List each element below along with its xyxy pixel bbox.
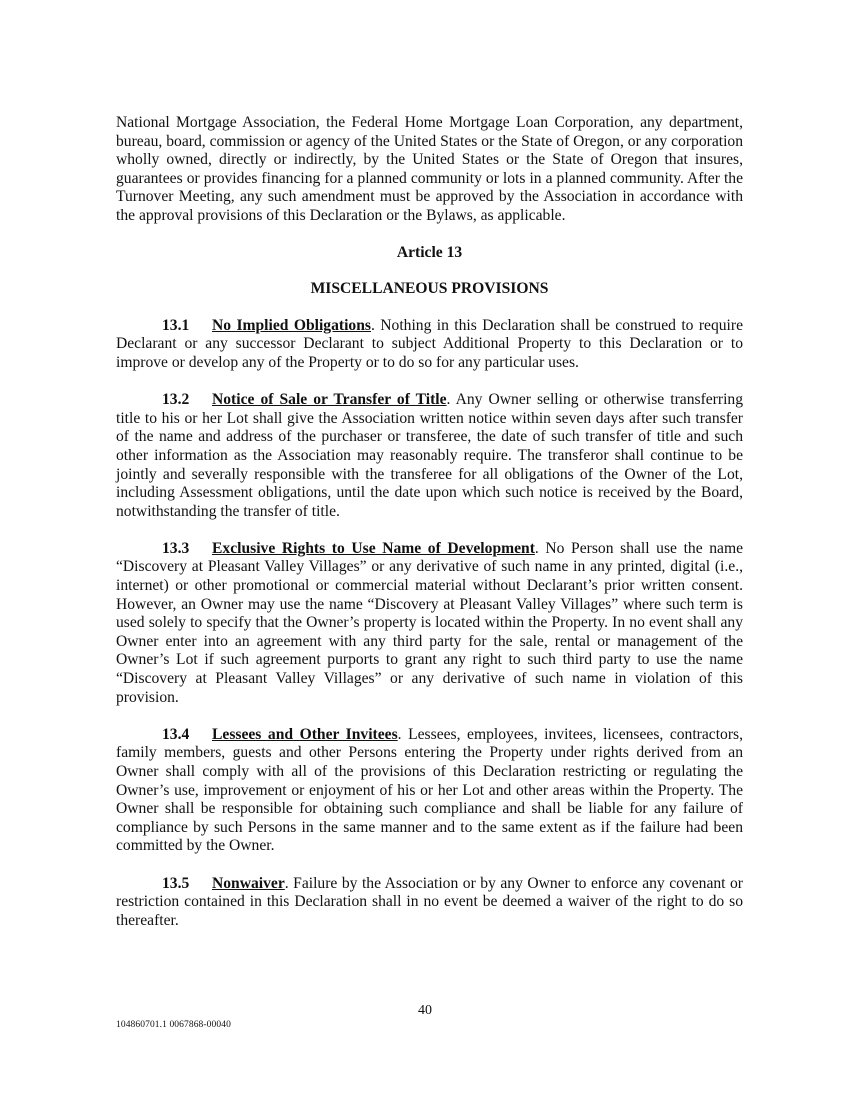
- document-id: 104860701.1 0067868-00040: [116, 1020, 231, 1030]
- section-13-3: [116, 540, 743, 707]
- section-number: 13.5: [162, 874, 190, 892]
- article-title: MISCELLANEOUS PROVISIONS: [310, 280, 549, 298]
- section-title: Lessees and Other Invitees: [212, 725, 398, 743]
- document-page: [116, 114, 743, 949]
- section-body: . Nothing in this Declaration shall be construed to require Declarant or any successor Declarant to subject Additional Property to this Declaration or to improve or develop any of the Property or to do so for any particular uses.: [116, 316, 743, 371]
- section-number: 13.2: [162, 391, 190, 409]
- section-title: No Implied Obligations: [212, 316, 371, 334]
- section-13-1: [116, 317, 743, 373]
- section-number: 13.3: [162, 539, 190, 557]
- section-body: . Any Owner selling or otherwise transferring title to his or her Lot shall give the Association written notice within seven days after such transfer of the name and address of the purchaser or transferee, the date of such transfer of title and such other information as the Association may reasonably require. The transferor shall continue to be jointly and severally responsible with the transferee for all obligations of the Owner of the Lot, including Assessment obligations, until the date upon which such notice is received by the Board, notwithstanding the transfer of title.: [116, 391, 743, 520]
- section-body: . Lessees, employees, invitees, licensees, contractors, family members, guests and other Persons entering the Property under rights derived from an Owner shall comply with all of the provisions of this Declaration restricting or regulating the Owner’s use, improvement or enjoyment of his or her Lot and other areas within the Property. The Owner shall be responsible for obtaining such compliance and shall be liable for any failure of compliance by such Persons in the same manner and to the same extent as if the failure had been committed by the Owner.: [116, 725, 743, 855]
- section-number: 13.1: [162, 316, 190, 334]
- section-body: . Failure by the Association or by any Owner to enforce any covenant or restriction contained in this Declaration shall in no event be deemed a waiver of the right to do so thereafter.: [116, 874, 743, 929]
- intro-paragraph: National Mortgage Association, the Federal Home Mortgage Loan Corporation, any department, bureau, board, commission or agency of the United States or the State of Oregon, or any corporation wholly owned, directly or indirectly, by the United States or the State of Oregon that insures, guarantees or provides financing for a planned community or lots in a planned community. After the Turnover Meeting, any such amendment must be approved by the Association in accordance with the approval provisions of this Declaration or the Bylaws, as applicable.: [116, 114, 743, 224]
- section-number: 13.4: [162, 725, 190, 743]
- section-13-5: [116, 875, 743, 931]
- section-title: Nonwaiver: [212, 874, 285, 892]
- section-13-2: [116, 391, 743, 521]
- section-13-4: [116, 726, 743, 856]
- page-number: 40: [418, 1003, 432, 1018]
- section-title: Exclusive Rights to Use Name of Development: [212, 539, 535, 557]
- article-number: Article 13: [396, 243, 463, 261]
- section-title: Notice of Sale or Transfer of Title: [212, 391, 447, 409]
- section-body: . No Person shall use the name “Discovery at Pleasant Valley Villages” or any derivative of such name in any printed, digital (i.e., internet) or other promotional or commercial material without Declarant’s prior written consent. However, an Owner may use the name “Discovery at Pleasant Valley Villages” where such term is used solely to specify that the Owner’s property is located within the Property. In no event shall any Owner enter into an agreement with any third party for the sale, rental or management of the Owner’s Lot if such agreement purports to grant any right to such third party to use the name “Discovery at Pleasant Valley Villages” or any derivative of such name in violation of this provision.: [116, 539, 743, 706]
